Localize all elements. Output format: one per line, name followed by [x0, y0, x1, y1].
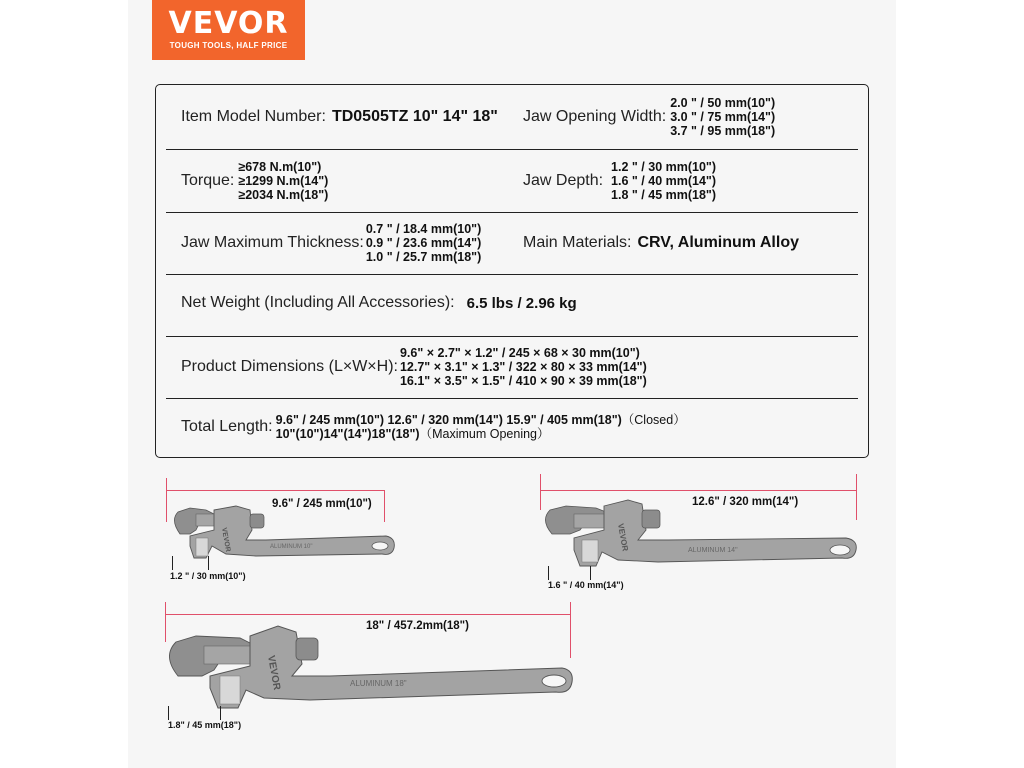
spec-row-weight — [166, 274, 858, 337]
length-open — [276, 427, 686, 441]
jaw-depth-10: 1.2 " / 30 mm(10") — [611, 159, 717, 174]
jaw-thickness-cell — [181, 212, 481, 274]
w18-marking: ALUMINUM 18" — [350, 679, 407, 688]
materials-value: CRV, Aluminum Alloy — [637, 234, 799, 251]
jaw-depth-14: 1.6 " / 40 mm(14") — [611, 173, 717, 188]
model-value: TD0505TZ 10" 14" 18" — [331, 108, 498, 125]
jaw-depth-values — [611, 160, 716, 202]
w14-marking: ALUMINUM 14" — [688, 547, 738, 554]
materials-label: Main Materials: — [523, 234, 632, 251]
wrench-14-icon — [538, 494, 860, 578]
jaw-opening-cell — [523, 85, 775, 149]
dimensions-14: 12.7" × 3.1" × 1.3" / 322 × 80 × 33 mm(14") — [399, 360, 647, 374]
torque-18: ≥2034 N.m(18") — [238, 187, 329, 202]
dimensions-cell — [181, 336, 647, 398]
w18-length-label: 18" / 457.2mm(18") — [366, 620, 469, 632]
jaw-thickness-values — [366, 222, 481, 264]
w10-length-label: 9.6" / 245 mm(10") — [272, 498, 372, 510]
w14-brand: VEVOR — [616, 522, 630, 552]
vevor-logo — [152, 0, 305, 60]
weight-cell — [181, 274, 577, 332]
jaw-opening-10: 2.0 " / 50 mm(10") — [670, 96, 776, 110]
w18-depth-tick-b — [220, 706, 221, 720]
spec-row-length — [166, 398, 858, 456]
specification-table — [155, 84, 869, 458]
w10-depth-tick-a — [172, 556, 173, 570]
jaw-thickness-10: 0.7 " / 18.4 mm(10") — [365, 222, 482, 236]
jaw-depth-cell — [523, 149, 716, 212]
dimensions-label: Product Dimensions (L×W×H): — [181, 358, 398, 375]
w18-depth-label: 1.8" / 45 mm(18") — [168, 720, 242, 730]
jaw-opening-label: Jaw Opening Width: — [523, 108, 667, 125]
dimensions-10: 9.6" × 2.7" × 1.2" / 245 × 68 × 30 mm(10") — [399, 346, 640, 360]
materials-cell — [523, 212, 799, 274]
jaw-thickness-18: 1.0 " / 25.7 mm(18") — [365, 250, 482, 264]
jaw-depth-label: Jaw Depth: — [523, 171, 604, 189]
torque-10: ≥678 N.m(10") — [238, 159, 322, 174]
spec-row-torque — [166, 149, 858, 213]
w18-depth-tick-a — [168, 706, 169, 720]
jaw-thickness-14: 0.9 " / 23.6 mm(14") — [365, 236, 482, 250]
spec-row-dimensions — [166, 336, 858, 399]
w18-brand: VEVOR — [265, 654, 282, 692]
model-label: Item Model Number: — [181, 108, 326, 125]
w14-length-line — [540, 490, 856, 491]
length-open-note: （Maximum Opening） — [419, 427, 550, 441]
w10-marking: ALUMINUM 10" — [270, 544, 313, 550]
w10-length-line — [166, 490, 384, 491]
torque-label: Torque: — [181, 171, 235, 189]
length-closed-values: 9.6" / 245 mm(10") 12.6" / 320 mm(14") 15.9" / 405 mm(18") — [275, 413, 622, 427]
spec-row-model — [166, 85, 858, 150]
jaw-opening-values — [670, 96, 775, 138]
w14-depth-tick-b — [590, 566, 591, 580]
w14-depth-label: 1.6 " / 40 mm(14") — [548, 580, 624, 590]
length-closed-note: （Closed） — [621, 413, 686, 427]
length-open-values: 10"(10")14"(14")18"(18") — [275, 427, 420, 441]
dimensions-values — [400, 346, 647, 388]
torque-14: ≥1299 N.m(14") — [238, 173, 329, 188]
w10-brand: VEVOR — [220, 527, 232, 553]
jaw-thickness-label: Jaw Maximum Thickness: — [181, 234, 364, 251]
spec-row-thickness — [166, 212, 858, 275]
logo-tagline: TOUGH TOOLS, HALF PRICE — [169, 41, 288, 50]
length-label: Total Length: — [181, 418, 273, 435]
w14-length-label: 12.6" / 320 mm(14") — [692, 496, 799, 508]
wrench-10-icon — [166, 500, 398, 570]
jaw-opening-18: 3.7 " / 95 mm(18") — [670, 124, 776, 138]
weight-label: Net Weight (Including All Accessories): — [181, 294, 455, 311]
w18-length-line — [165, 614, 570, 615]
length-values — [276, 413, 686, 441]
wrench-18-icon — [160, 620, 576, 720]
w14-depth-tick-a — [548, 566, 549, 580]
jaw-depth-18: 1.8 " / 45 mm(18") — [611, 187, 717, 202]
jaw-opening-14: 3.0 " / 75 mm(14") — [670, 110, 776, 124]
torque-cell — [181, 149, 328, 212]
model-cell — [181, 85, 498, 149]
w10-depth-tick-b — [208, 556, 209, 570]
length-cell — [181, 398, 686, 456]
weight-value: 6.5 lbs / 2.96 kg — [466, 294, 577, 312]
w10-depth-label: 1.2 " / 30 mm(10") — [170, 571, 246, 581]
logo-brand: VEVOR — [168, 6, 289, 41]
torque-values — [238, 160, 328, 202]
dimensions-18: 16.1" × 3.5" × 1.5" / 410 × 90 × 39 mm(18") — [399, 374, 647, 388]
length-closed — [276, 413, 686, 427]
